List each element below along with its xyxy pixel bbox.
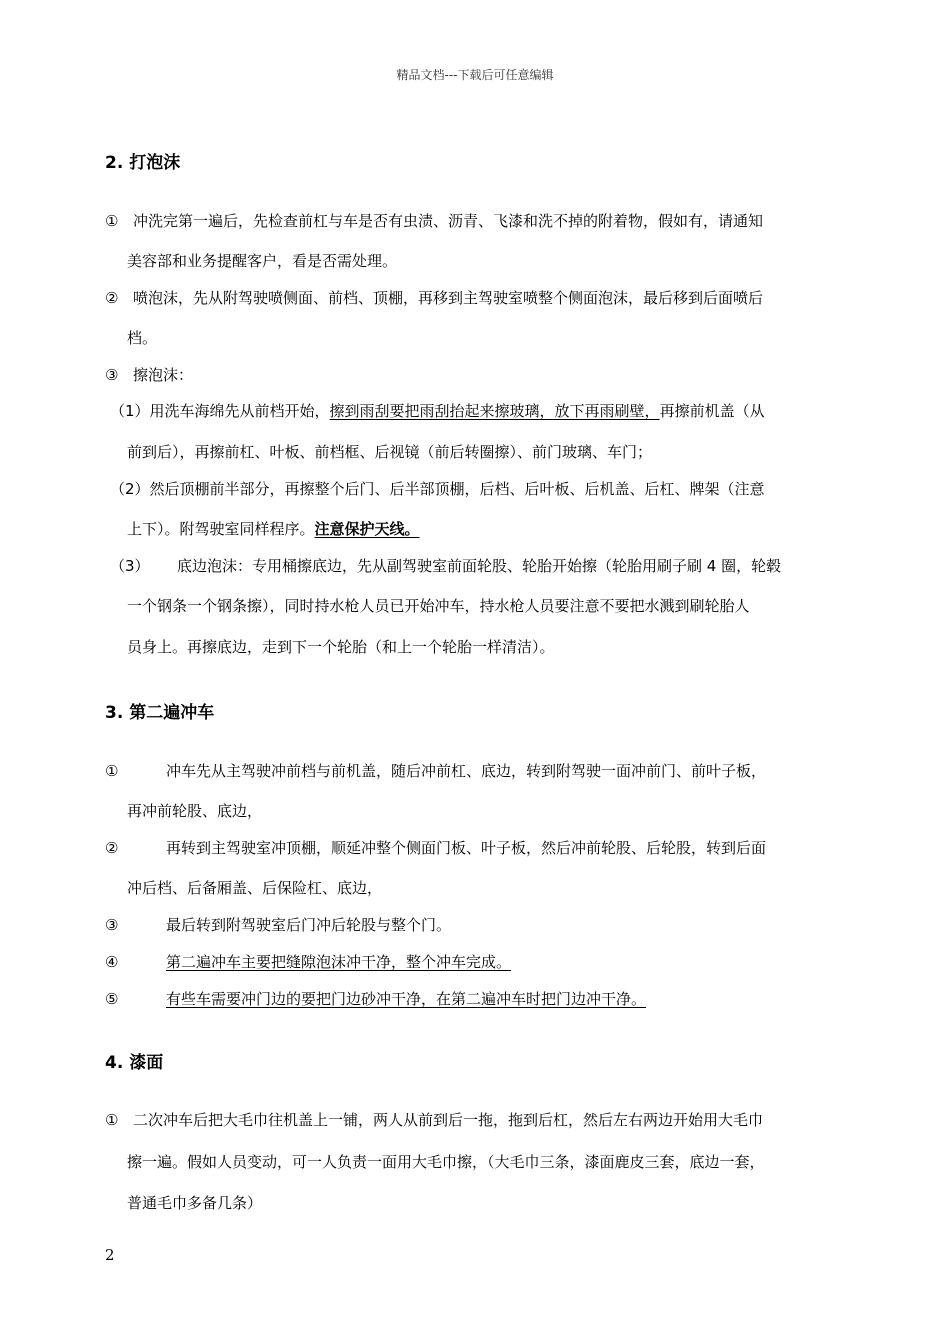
- paragraph-line: 普通毛巾多备几条）: [127, 1194, 263, 1212]
- item-marker: ②: [105, 839, 119, 857]
- sub-item-marker: （3）: [110, 557, 150, 575]
- item-marker: ⑤: [105, 990, 119, 1008]
- paragraph-line: （2）然后顶棚前半部分，再擦整个后门、后半部顶棚，后档、后叶板、后机盖、后杠、牌架（注意: [110, 480, 765, 498]
- underlined-paragraph-line: 有些车需要冲门边的要把门边砂冲干净，在第二遍冲车时把门边冲干净。: [166, 990, 647, 1008]
- sub-item-1-line1: [110, 401, 765, 421]
- text-run: 再擦前机盖（从: [659, 402, 765, 420]
- paragraph-line: 再冲前轮股、底边，: [127, 802, 263, 820]
- underlined-paragraph-line: 第二遍冲车主要把缝隙泡沫冲干净，整个冲车完成。: [166, 953, 512, 971]
- bold-underlined-text: 注意保护天线。: [314, 520, 420, 538]
- paragraph-line: 底边泡沫：专用桶擦底边，先从副驾驶室前面轮股、轮胎开始擦（轮胎用刷子刷 4 圈，轮毂: [177, 557, 782, 575]
- page-header: 精品文档---下载后可任意编辑: [396, 68, 554, 82]
- text-run: 上下）。附驾驶室同样程序。: [127, 520, 315, 538]
- paragraph-line: 员身上。再擦底边，走到下一个轮胎（和上一个轮胎一样清洁）。: [127, 638, 555, 656]
- paragraph-line: 再转到主驾驶室冲顶棚，顺延冲整个侧面门板、叶子板，然后冲前轮股、后轮股，转到后面: [166, 839, 767, 857]
- paragraph-line: 擦泡沫：: [133, 366, 194, 384]
- page-number: 2: [105, 1246, 115, 1264]
- paragraph-line: 擦一遍。假如人员变动，可一人负责一面用大毛巾擦，（大毛巾三条，漆面鹿皮三套，底边一套，: [127, 1153, 765, 1171]
- paragraph-line: 喷泡沫，先从附驾驶喷侧面、前档、顶棚，再移到主驾驶室喷整个侧面泡沫，最后移到后面喷后: [133, 289, 764, 307]
- section-heading-3: 3. 第二遍冲车: [105, 703, 215, 723]
- paragraph-line: 冲洗完第一遍后，先检查前杠与车是否有虫渍、沥青、飞漆和洗不掉的附着物，假如有，请通知: [133, 212, 764, 230]
- paragraph-line: 最后转到附驾驶室后门冲后轮股与整个门。: [166, 916, 452, 934]
- item-marker: ①: [105, 1111, 119, 1129]
- section-heading-4: 4. 漆面: [105, 1053, 164, 1073]
- paragraph-line: 前到后），再擦前杠、叶板、前档框、后视镜（前后转圈擦）、前门玻璃、车门；: [127, 443, 653, 461]
- paragraph-line: 一个钢条一个钢条擦），同时持水枪人员已开始冲车，持水枪人员要注意不要把水溅到刷轮胎人: [127, 597, 750, 615]
- item-marker: ④: [105, 953, 119, 971]
- item-marker: ②: [105, 289, 119, 307]
- item-marker: ③: [105, 916, 119, 934]
- item-marker: ③: [105, 366, 119, 384]
- paragraph-line: 冲后档、后备厢盖、后保险杠、底边，: [127, 879, 383, 897]
- text-run: （1）用洗车海绵先从前档开始，: [110, 402, 330, 420]
- paragraph-line: 二次冲车后把大毛巾往机盖上一铺，两人从前到后一拖，拖到后杠，然后左右两边开始用大毛巾: [133, 1111, 764, 1129]
- paragraph-line: 档。: [127, 329, 158, 347]
- sub-item-2-line2: [127, 519, 420, 539]
- item-marker: ①: [105, 762, 119, 780]
- underlined-text: 擦到雨刮要把雨刮抬起来擦玻璃，放下再雨刷壁，: [329, 402, 660, 420]
- paragraph-line: 美容部和业务提醒客户，看是否需处理。: [127, 252, 398, 270]
- item-marker: ①: [105, 212, 119, 230]
- paragraph-line: 冲车先从主驾驶冲前档与前机盖，随后冲前杠、底边，转到附驾驶一面冲前门、前叶子板，: [166, 762, 767, 780]
- section-heading-2: 2. 打泡沫: [105, 153, 181, 173]
